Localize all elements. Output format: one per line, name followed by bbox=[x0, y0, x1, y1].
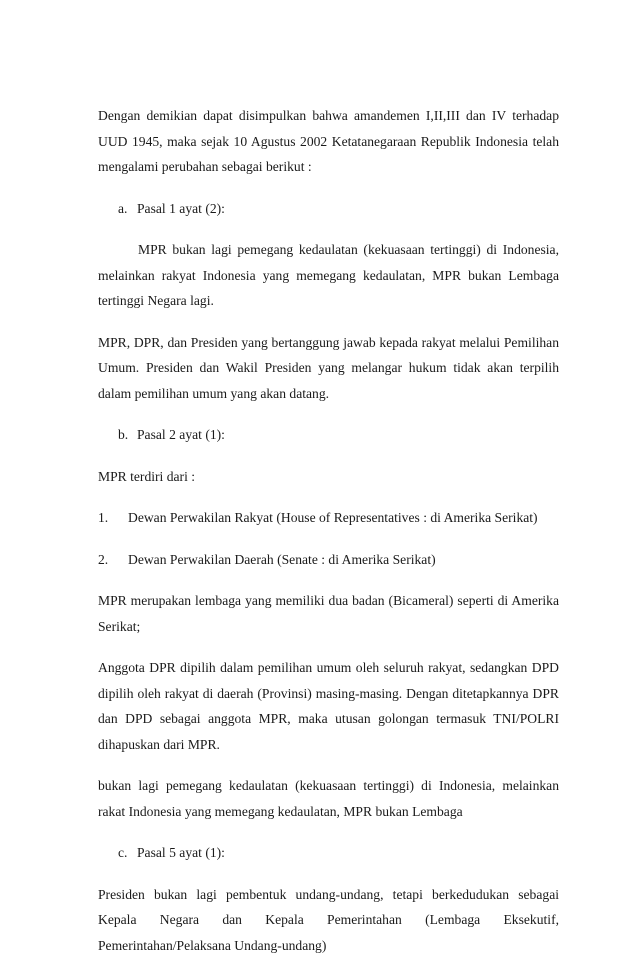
list-item-a bbox=[98, 196, 559, 222]
list-marker: 2. bbox=[98, 547, 128, 573]
list-item-b bbox=[98, 422, 559, 448]
list-item-2 bbox=[98, 547, 559, 573]
paragraph-mpr-kedaulatan: MPR bukan lagi pemegang kedaulatan (kekuasaan tertinggi) di Indonesia, melainkan rakyat Indonesia yang memegang kedaulatan, MPR bukan Lembaga tertinggi Negara lagi. bbox=[98, 237, 559, 314]
list-marker: b. bbox=[118, 422, 137, 448]
paragraph-intro: Dengan demikian dapat disimpulkan bahwa amandemen I,II,III dan IV terhadap UUD 1945, maka sejak 10 Agustus 2002 Ketatanegaraan Republik Indonesia telah mengalami perubahan sebagai berikut : bbox=[98, 103, 559, 180]
paragraph-kedaulatan-rakyat: bukan lagi pemegang kedaulatan (kekuasaan tertinggi) di Indonesia, melainkan rakat Indonesia yang memegang kedaulatan, MPR bukan Lembaga bbox=[98, 773, 559, 824]
paragraph-anggota-dpr: Anggota DPR dipilih dalam pemilihan umum oleh seluruh rakyat, sedangkan DPD dipilih oleh rakyat di daerah (Provinsi) masing-masing. Dengan ditetapkannya DPR dan DPD sebagai anggota MPR, maka utusan golongan termasuk TNI/POLRI dihapuskan dari MPR. bbox=[98, 655, 559, 757]
list-item-text: Dewan Perwakilan Daerah (Senate : di Amerika Serikat) bbox=[128, 547, 436, 573]
list-item-text: Pasal 5 ayat (1): bbox=[137, 840, 225, 866]
list-item-text: Pasal 1 ayat (2): bbox=[137, 196, 225, 222]
paragraph-presiden: Presiden bukan lagi pembentuk undang-undang, tetapi berkedudukan sebagai Kepala Negara dan Kepala Pemerintahan (Lembaga Eksekutif, Pemerintahan/Pelaksana Undang-undang) bbox=[98, 882, 559, 958]
list-item-1 bbox=[98, 505, 559, 531]
list-marker: a. bbox=[118, 196, 137, 222]
list-marker: 1. bbox=[98, 505, 128, 531]
list-item-text: Pasal 2 ayat (1): bbox=[137, 422, 225, 448]
list-item-text: Dewan Perwakilan Rakyat (House of Representatives : di Amerika Serikat) bbox=[128, 505, 538, 531]
list-marker: c. bbox=[118, 840, 137, 866]
paragraph-pemilihan-umum: MPR, DPR, dan Presiden yang bertanggung jawab kepada rakyat melalui Pemilihan Umum. Presiden dan Wakil Presiden yang melangar hukum tidak akan terpilih dalam pemilihan umum yang akan datang. bbox=[98, 330, 559, 407]
paragraph-bicameral: MPR merupakan lembaga yang memiliki dua badan (Bicameral) seperti di Amerika Serikat; bbox=[98, 588, 559, 639]
list-item-c bbox=[98, 840, 559, 866]
paragraph-mpr-terdiri: MPR terdiri dari : bbox=[98, 464, 559, 490]
